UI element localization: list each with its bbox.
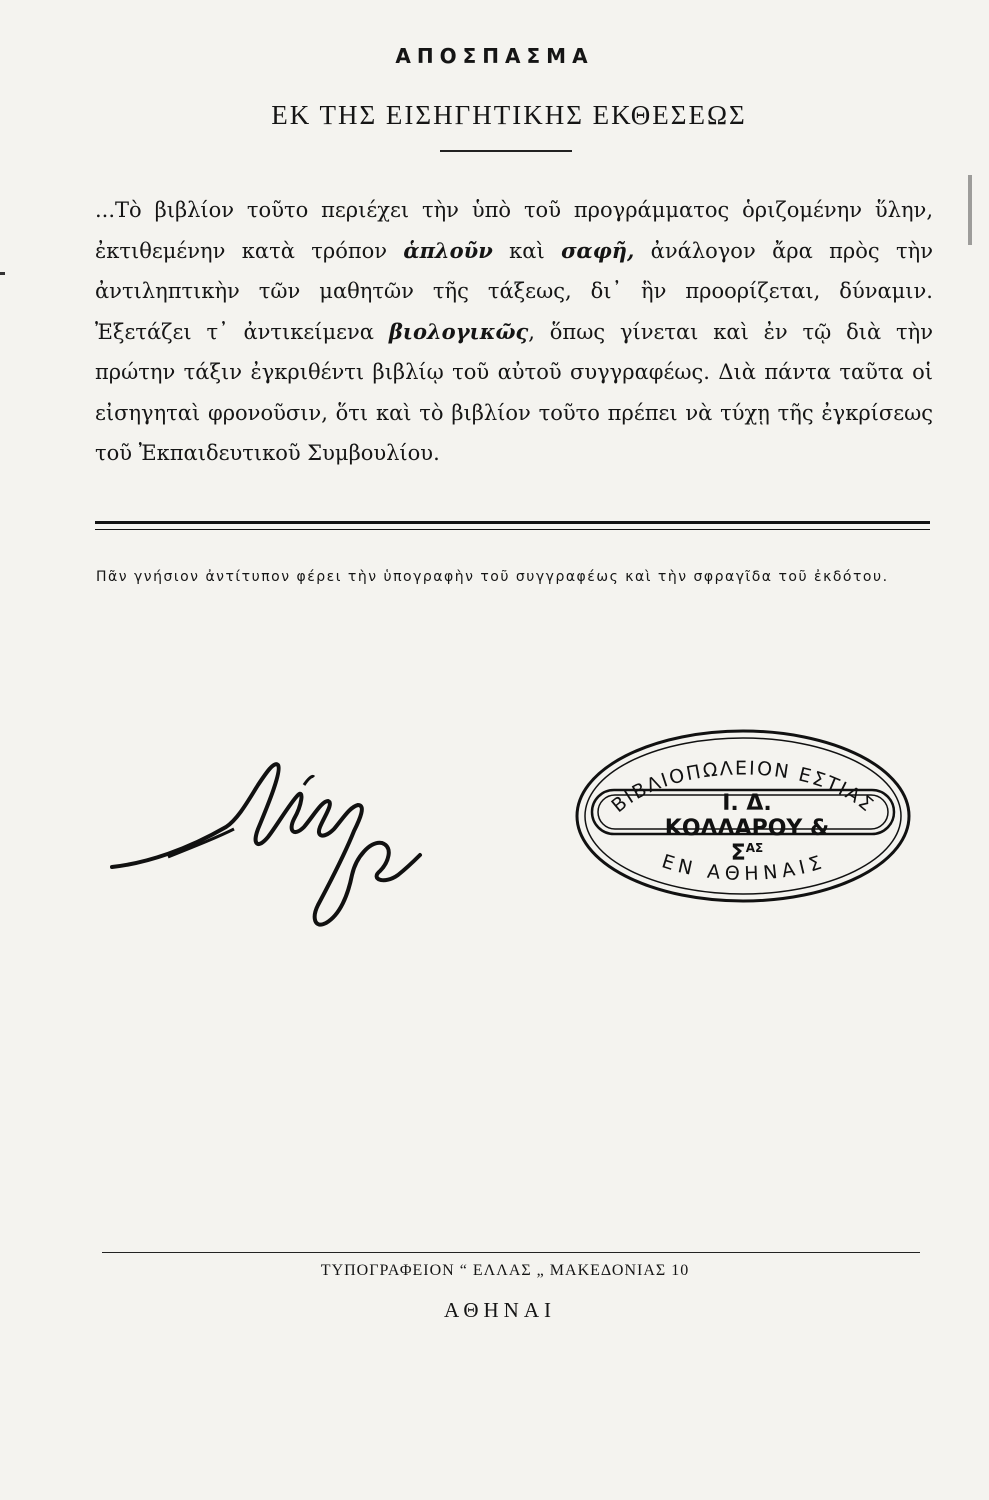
printer-line: ΤΥΠΟΓΡΑΦΕΙΟΝ “ ΕΛΛΑΣ „ ΜΑΚΕΔΟΝΙΑΣ 10 <box>320 1262 690 1279</box>
excerpt-text: , ὅπως γίνεται καὶ ἐν τῷ διὰ τὴν πρώτην τάξιν ἐγκριθέντι βιβλίῳ τοῦ αὐτοῦ συγγραφέως. Διὰ πάντα ταῦτα οἱ εἰσηγηταὶ φρονοῦσιν, ὅτι καὶ τὸ βιβλίον τοῦτο πρέπει νὰ τύχῃ τῆς ἐγκρίσεως τοῦ Ἐκπαιδευτικοῦ Συμβουλίου. <box>95 319 933 465</box>
excerpt-paragraph <box>95 190 933 474</box>
section-divider <box>95 521 930 530</box>
stamp-bottom-text: ΕΝ ΑΘΗΝΑΙΣ <box>659 850 829 886</box>
stamp-top-text: ΒΙΒΛΙΟΠΩΛΕΙΟΝ ΕΣΤΙΑΣ <box>607 757 879 818</box>
excerpt-text: καὶ <box>492 238 562 263</box>
emphasis-text: ἁπλοῦν <box>403 237 493 263</box>
page-title: ΑΠΟΣΠΑΣΜΑ <box>395 44 594 68</box>
excerpt-text: ἀνάλογον ἄρα πρὸς τὴν ἀντιληπτικὴν τῶν μαθητῶν τῆς τάξεως, δι᾽ ἣν προορίζεται, δύναμιν. Ἐξετάζει τ᾽ ἀντικείμενα <box>95 238 934 344</box>
scan-mark <box>0 272 5 275</box>
stamp-suffix: ΑΣ <box>745 841 764 855</box>
publisher-stamp <box>574 728 912 904</box>
author-signature <box>108 745 468 945</box>
footer-divider <box>102 1252 920 1253</box>
emphasis-text: σαφῆ, <box>561 237 635 263</box>
page-subtitle: ΕΚ ΤΗΣ ΕΙΣΗΓΗΤΙΚΗΣ ΕΚΘΕΣΕΩΣ <box>271 100 747 130</box>
excerpt-text: ...Τὸ βιβλίον τοῦτο περιέχει τὴν ὑπὸ τοῦ προγράμματος ὁριζομένην ὕλην, ἐκτιθεμένην κατὰ τρόπον <box>95 198 933 263</box>
stamp-publisher-name: Ι. Δ. ΚΟΛΛΑΡΟΥ & Σ <box>664 791 830 866</box>
authenticity-note: Πᾶν γνήσιον ἀντίτυπον φέρει τὴν ὑπογραφὴν τοῦ συγγραφέως καὶ τὴν σφραγῖδα τοῦ ἐκδότου. <box>96 569 889 585</box>
stamp-center-text <box>657 791 837 866</box>
scan-mark <box>968 175 972 245</box>
emphasis-text: βιολογικῶς <box>388 318 529 344</box>
title-divider <box>440 150 572 152</box>
city-line: ΑΘΗΝΑΙ <box>444 1298 556 1322</box>
